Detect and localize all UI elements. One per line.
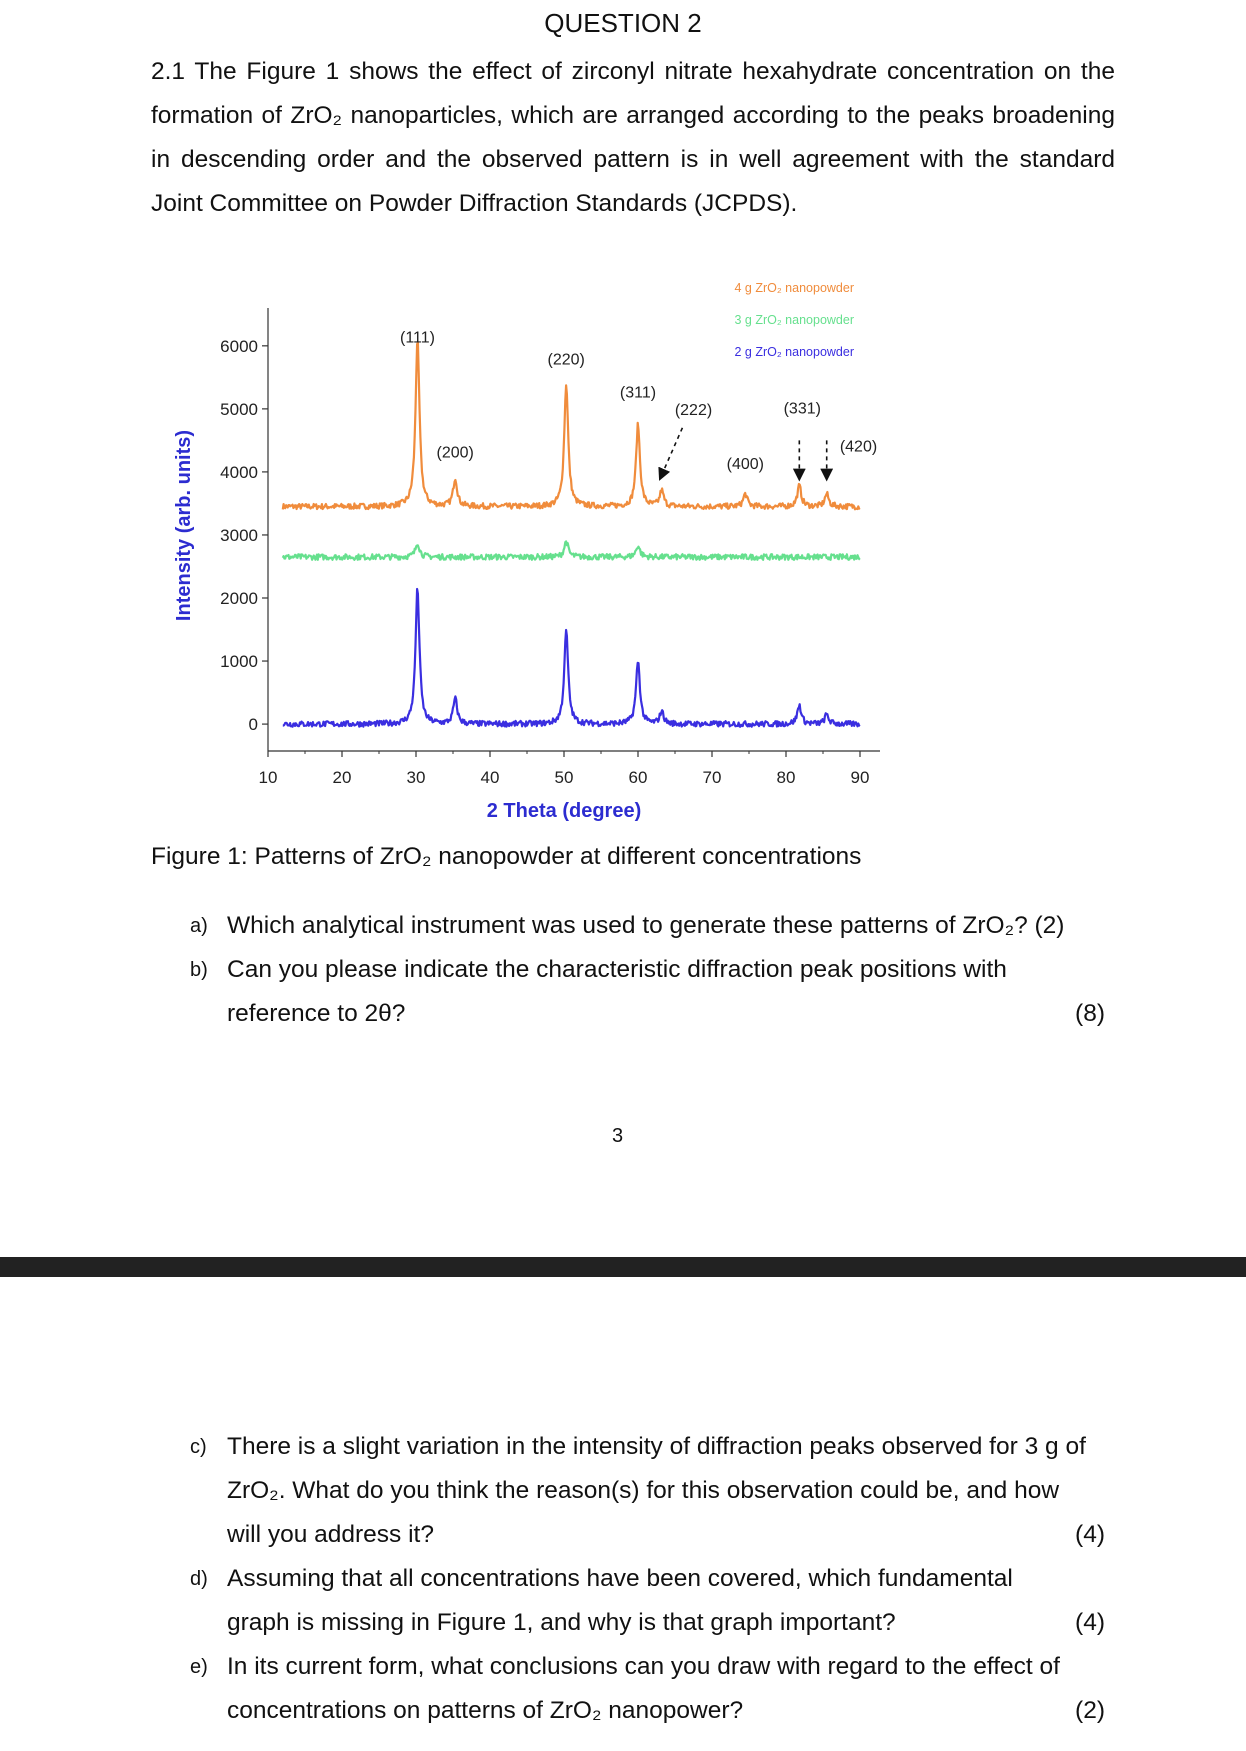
y-tick-label: 2000 [220,589,258,608]
question-c [190,1425,1105,1557]
peak-label: (331) [783,400,821,418]
question-e-text: In its current form, what conclusions can you draw with regard to the effect of concentrations on patterns of ZrO₂ nanopower? [227,1653,1060,1724]
peak-label: (311) [619,384,657,402]
x-tick-label: 90 [850,768,870,787]
question-b-label: b) [190,959,208,981]
question-a-text: Which analytical instrument was used to generate these patterns of ZrO₂? (2) [227,912,1065,939]
question-b-text: Can you please indicate the characteristic diffraction peak positions with reference to 2θ? [227,956,1007,1027]
chart-axes [173,308,880,822]
question-c-marks: (4) [1075,1521,1105,1548]
question-e-marks: (2) [1075,1697,1105,1724]
intro-paragraph: 2.1 The Figure 1 shows the effect of zirconyl nitrate hexahydrate concentration on the formation of ZrO₂ nanoparticles, which are arranged according to the peaks broadening in descending order and the observed pattern is in well agreement with the standard Joint Committee on Powder Diffraction Standards (JCPDS). [151,58,1115,217]
figure-caption: Figure 1: Patterns of ZrO₂ nanopowder at different concentrations [151,843,862,870]
x-tick-label: 80 [776,768,796,787]
x-tick-label: 10 [258,768,278,787]
question-b [190,948,1105,1036]
x-tick-label: 50 [554,768,574,787]
x-tick-label: 60 [628,768,648,787]
y-tick-label: 1000 [220,652,258,672]
series-line-2 [283,541,860,559]
question-a [190,904,1105,948]
x-tick-label: 30 [406,768,426,787]
question-a-label: a) [190,915,208,937]
y-tick-label: 3000 [220,525,258,545]
peak-label: (400) [726,455,764,473]
x-tick-label: 20 [332,768,352,787]
y-axis-title: Intensity (arb. units) [173,429,195,622]
xrd-chart [160,268,880,828]
x-tick-label: 70 [702,768,722,787]
question-c-label: c) [190,1436,207,1458]
x-axis-title: 2 Theta (degree) [486,800,642,822]
question-e-label: e) [190,1656,208,1678]
peak-label: (111) [399,329,435,347]
legend-entry-1: 4 g ZrO₂ nanopowder [734,281,854,295]
y-tick-label: 6000 [220,336,258,356]
peak-label: (222) [674,402,713,420]
chart-series [283,342,860,726]
question-e [190,1645,1105,1733]
legend-entry-3: 2 g ZrO₂ nanopowder [734,345,854,359]
page-break-band [0,1257,1246,1277]
question-d-marks: (4) [1075,1609,1105,1636]
y-tick-label: 4000 [220,462,258,482]
question-heading: QUESTION 2 [544,8,702,38]
question-d [190,1557,1105,1645]
question-d-label: d) [190,1568,208,1590]
peak-label: (220) [547,351,585,369]
peak-label: (200) [436,444,474,462]
legend-entry-2: 3 g ZrO₂ nanopowder [734,313,854,327]
series-line-3 [283,589,860,727]
page-number: 3 [612,1125,624,1147]
chart-legend [734,281,854,359]
y-tick-label: 5000 [220,399,258,419]
question-b-marks: (8) [1075,1000,1105,1027]
question-d-text: Assuming that all concentrations have been covered, which fundamental graph is missing in Figure 1, and why is that graph important? [227,1565,1013,1636]
peak-arrow [662,428,683,475]
x-tick-label: 40 [480,768,500,787]
y-tick-label: 0 [248,715,258,735]
peak-label: (420) [839,438,878,456]
question-c-text: There is a slight variation in the intensity of diffraction peaks observed for 3 g of ZrO₂. What do you think the reason(s) for this observation could be, and how will you address it? [227,1433,1086,1548]
